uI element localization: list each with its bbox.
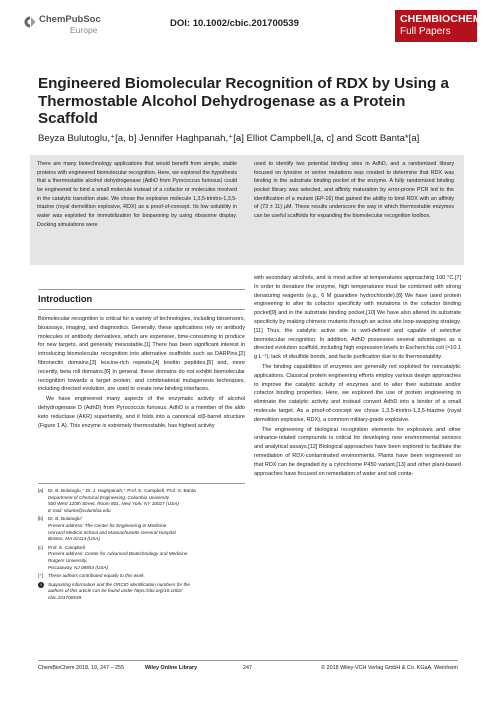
footnote-line: Rutgers University, (48, 557, 88, 563)
supporting-info-icon: i (38, 582, 44, 588)
publisher-sub: Europe (70, 25, 98, 35)
footnote-line: Boston, MA 02114 (USA) (48, 536, 101, 542)
footnote-mark: [⁺] (38, 573, 44, 579)
journal-name: CHEMBIOCHEM (400, 13, 482, 25)
footnote-a (38, 488, 245, 514)
footnote-line[interactable]: authors of this article can be found under https://doi.org/10.1002/ (48, 588, 183, 594)
footnote-line: Prof. E. Campbell (48, 544, 85, 550)
section-rule-top (38, 289, 245, 290)
footnote-line: Harvard Medical School and Massachusetts General Hospital (48, 529, 176, 535)
body-paragraph: The binding capabilities of enzymes are generally not exploited for noncatalytic applications. Classical protein engineering efforts employ various design approaches to improve the catalytic activity of enzymes and to alter their substrate and/or cofactor binding properties. Here, we explored the use of protein engineering to eliminate the catalytic activity and instead convert AdhD into a binder of a small molecule target. As a proof-of-concept we chose 1,3,5-trinitro-1,3,5-triazine (royal demolition explosive, RDX), a common military-grade explosive. (254, 363, 461, 423)
abstract-right-column: used to identify two potential binding sites in AdhD, and a randomized library focused on tyrosine or serine mutations was created to determine that RDX was binding in the substrate binding pocket of the enzyme. A fully randomized binding pocket library was selected, and affinity maturation by error-prone PCR led to the identification of a mutant (EP-16) that gained the ability to bind RDX with an affinity of (73 ± 11) μM. These results underscore the way in which thermostable enzymes can be useful scaffolds for expanding the biomolecular recognition toolbox. (254, 161, 454, 219)
section-heading-introduction: Introduction (38, 294, 93, 304)
footnote-line: Dr. B. Bulutoglu⁺ (48, 516, 84, 522)
footnote-line: Present address: The Center for Engineering in Medicine (48, 522, 167, 528)
body-column-left (38, 315, 245, 430)
author-list: Beyza Bulutoglu,⁺[a, b] Jennifer Haghpanah,⁺[a] Elliot Campbell,[a, c] and Scott Banta*[a] (38, 133, 420, 144)
footer-citation: ChemBioChem 2018, 19, 247 – 255 (38, 665, 125, 671)
page-number: 247 (243, 665, 252, 671)
footer-copyright: © 2018 Wiley-VCH Verlag GmbH & Co. KGaA, Weinheim (321, 665, 458, 671)
abstract-box (30, 155, 464, 265)
publisher-name: ChemPubSoc (39, 14, 101, 25)
footnote-b (38, 516, 245, 542)
footnote-line: Present address: Center for Advanced Biotechnology and Medicine (48, 551, 188, 557)
footnote-line: These authors contributed equally to this work. (48, 573, 145, 579)
body-paragraph: We have engineered many aspects of the enzymatic activity of alcohol dehydrogenase D (AdhD) from Pyrococcus furiosus. AdhD is a member of the aldo keto reductase (AKR) superfamily, and it folds into a canonical α/β-barrel structure (Figure 1 A). This enzyme is extremely thermostable, has highest activity (38, 396, 245, 429)
footnote-rule (38, 483, 245, 484)
page-footer (38, 665, 458, 675)
body-paragraph: The engineering of biological recognition elements for explosives and other ordnance-related compounds is critical for developing new environmental sensors and analytical assays.[12] Biological approaches have been explored to facilitate the remediation of RDX-contaminated environments. Plants have been engineered so that RDX can be degraded by a cytochrome P450 variant,[13] and other plant-based approaches have focused on remediation of water and soil conta- (254, 426, 461, 477)
footnote-line: Department of Chemical Engineering, Columbia University (48, 494, 170, 500)
footnote-mark: [b] (38, 516, 44, 522)
chempubsoc-logo-icon (24, 16, 36, 28)
footnote-equal-contribution (38, 573, 245, 580)
footnote-mark: [c] (38, 544, 43, 550)
footnote-mark: [a] (38, 488, 44, 493)
body-paragraph: Biomolecular recognition is critical for a variety of technologies, including biosensors, bioassays, imaging, and diagnostics. Generally, these applications rely on antibody molecules or antibody derivatives, which are expensive, time-consuming to produce for new targets, and generally mesostable.[1] There has been significant interest in introducing biomolecular recognition into alternative scaffolds such as DARPins,[2] fibronectin domains,[3] leucine-rich repeats,[4] knottin peptides,[5] and, more recently, beta roll domains.[6] In general, these domains do not exhibit biomolecular recognition towards a target protein, and combinatorial mutagenesis techniques, including directed evolution, are used to create new binding interfaces. (38, 316, 245, 393)
footnote-c (38, 545, 245, 571)
affiliation-footnotes (38, 488, 245, 604)
footnote-line: 500 West 120th Street, Room 801, New York, NY 10027 (USA) (48, 501, 179, 507)
section-rule-bottom (38, 309, 245, 310)
footnote-line: Supporting information and the ORCID identification numbers for the (48, 581, 191, 587)
doi-link[interactable]: DOI: 10.1002/cbic.201700539 (170, 18, 299, 29)
journal-brand-box (395, 10, 482, 42)
article-type: Full Papers (400, 26, 451, 37)
article-title: Engineered Biomolecular Recognition of RDX by Using a Thermostable Alcohol Dehydrogenase as a Protein Scaffold (38, 75, 449, 127)
page-header (0, 0, 496, 50)
footnote-supporting-info (38, 582, 245, 602)
footnote-line[interactable]: cbic.201700539. (48, 594, 83, 600)
body-column-right (254, 274, 461, 478)
footnote-line: Piscataway, NJ 08854 (USA) (48, 564, 109, 570)
abstract-left-column: There are many biotechnology applications that would benefit from simple, stable proteins with engineered biomolecular recognition. Here, we explored the hypothesis that a thermostable alcohol dehydrogenase (AdhD from Pyrococcus furiosus) could be engineered to bind a small molecule instead of a cofactor or molecules involved in the catalytic transition state. We chose the explosive molecule 1,3,5-trinitro-1,3,5-triazine (royal demolition explosive, RDX) as a proof-of-concept. Its low solubility in water was exploited for immobilization for biopanning by using ribosome display. Docking simulations were (37, 161, 237, 228)
footnote-line: Dr. B. Bulutoglu,⁺ Dr. J. Haghpanah,⁺ Prof. E. Campbell, Prof. S. Banta (48, 488, 196, 493)
footer-rule (38, 660, 458, 661)
footnote-email[interactable]: E-mail: sbanta@columbia.edu (48, 507, 111, 513)
footer-library-link[interactable]: Wiley Online Library (145, 665, 198, 671)
body-paragraph: with secondary alcohols, and is most active at temperatures approaching 100 °C.[7] In order to denature the enzyme, high temperatures must be combined with strong denaturing reagents (e.g., 6 M guanidine hydrochloride).[8] We have used protein engineering to alter its cofactor specificity with mutations in the cofactor binding pocket[9] and in the substrate binding pocket.[10] We have also altered its substrate specificity by making chimeric mutants through an active site loop-swapping strategy.[11] Thus, the catalytic active site is well-defined and capable of selective biomolecular recognition. In addition, AdhD possesses several advantages as a directed evolution scaffold, including high expression levels in Escherichia coli (≈10.1 g L⁻¹), lack of disulfide bonds, and facile purification due to its thermostability. (254, 275, 461, 361)
